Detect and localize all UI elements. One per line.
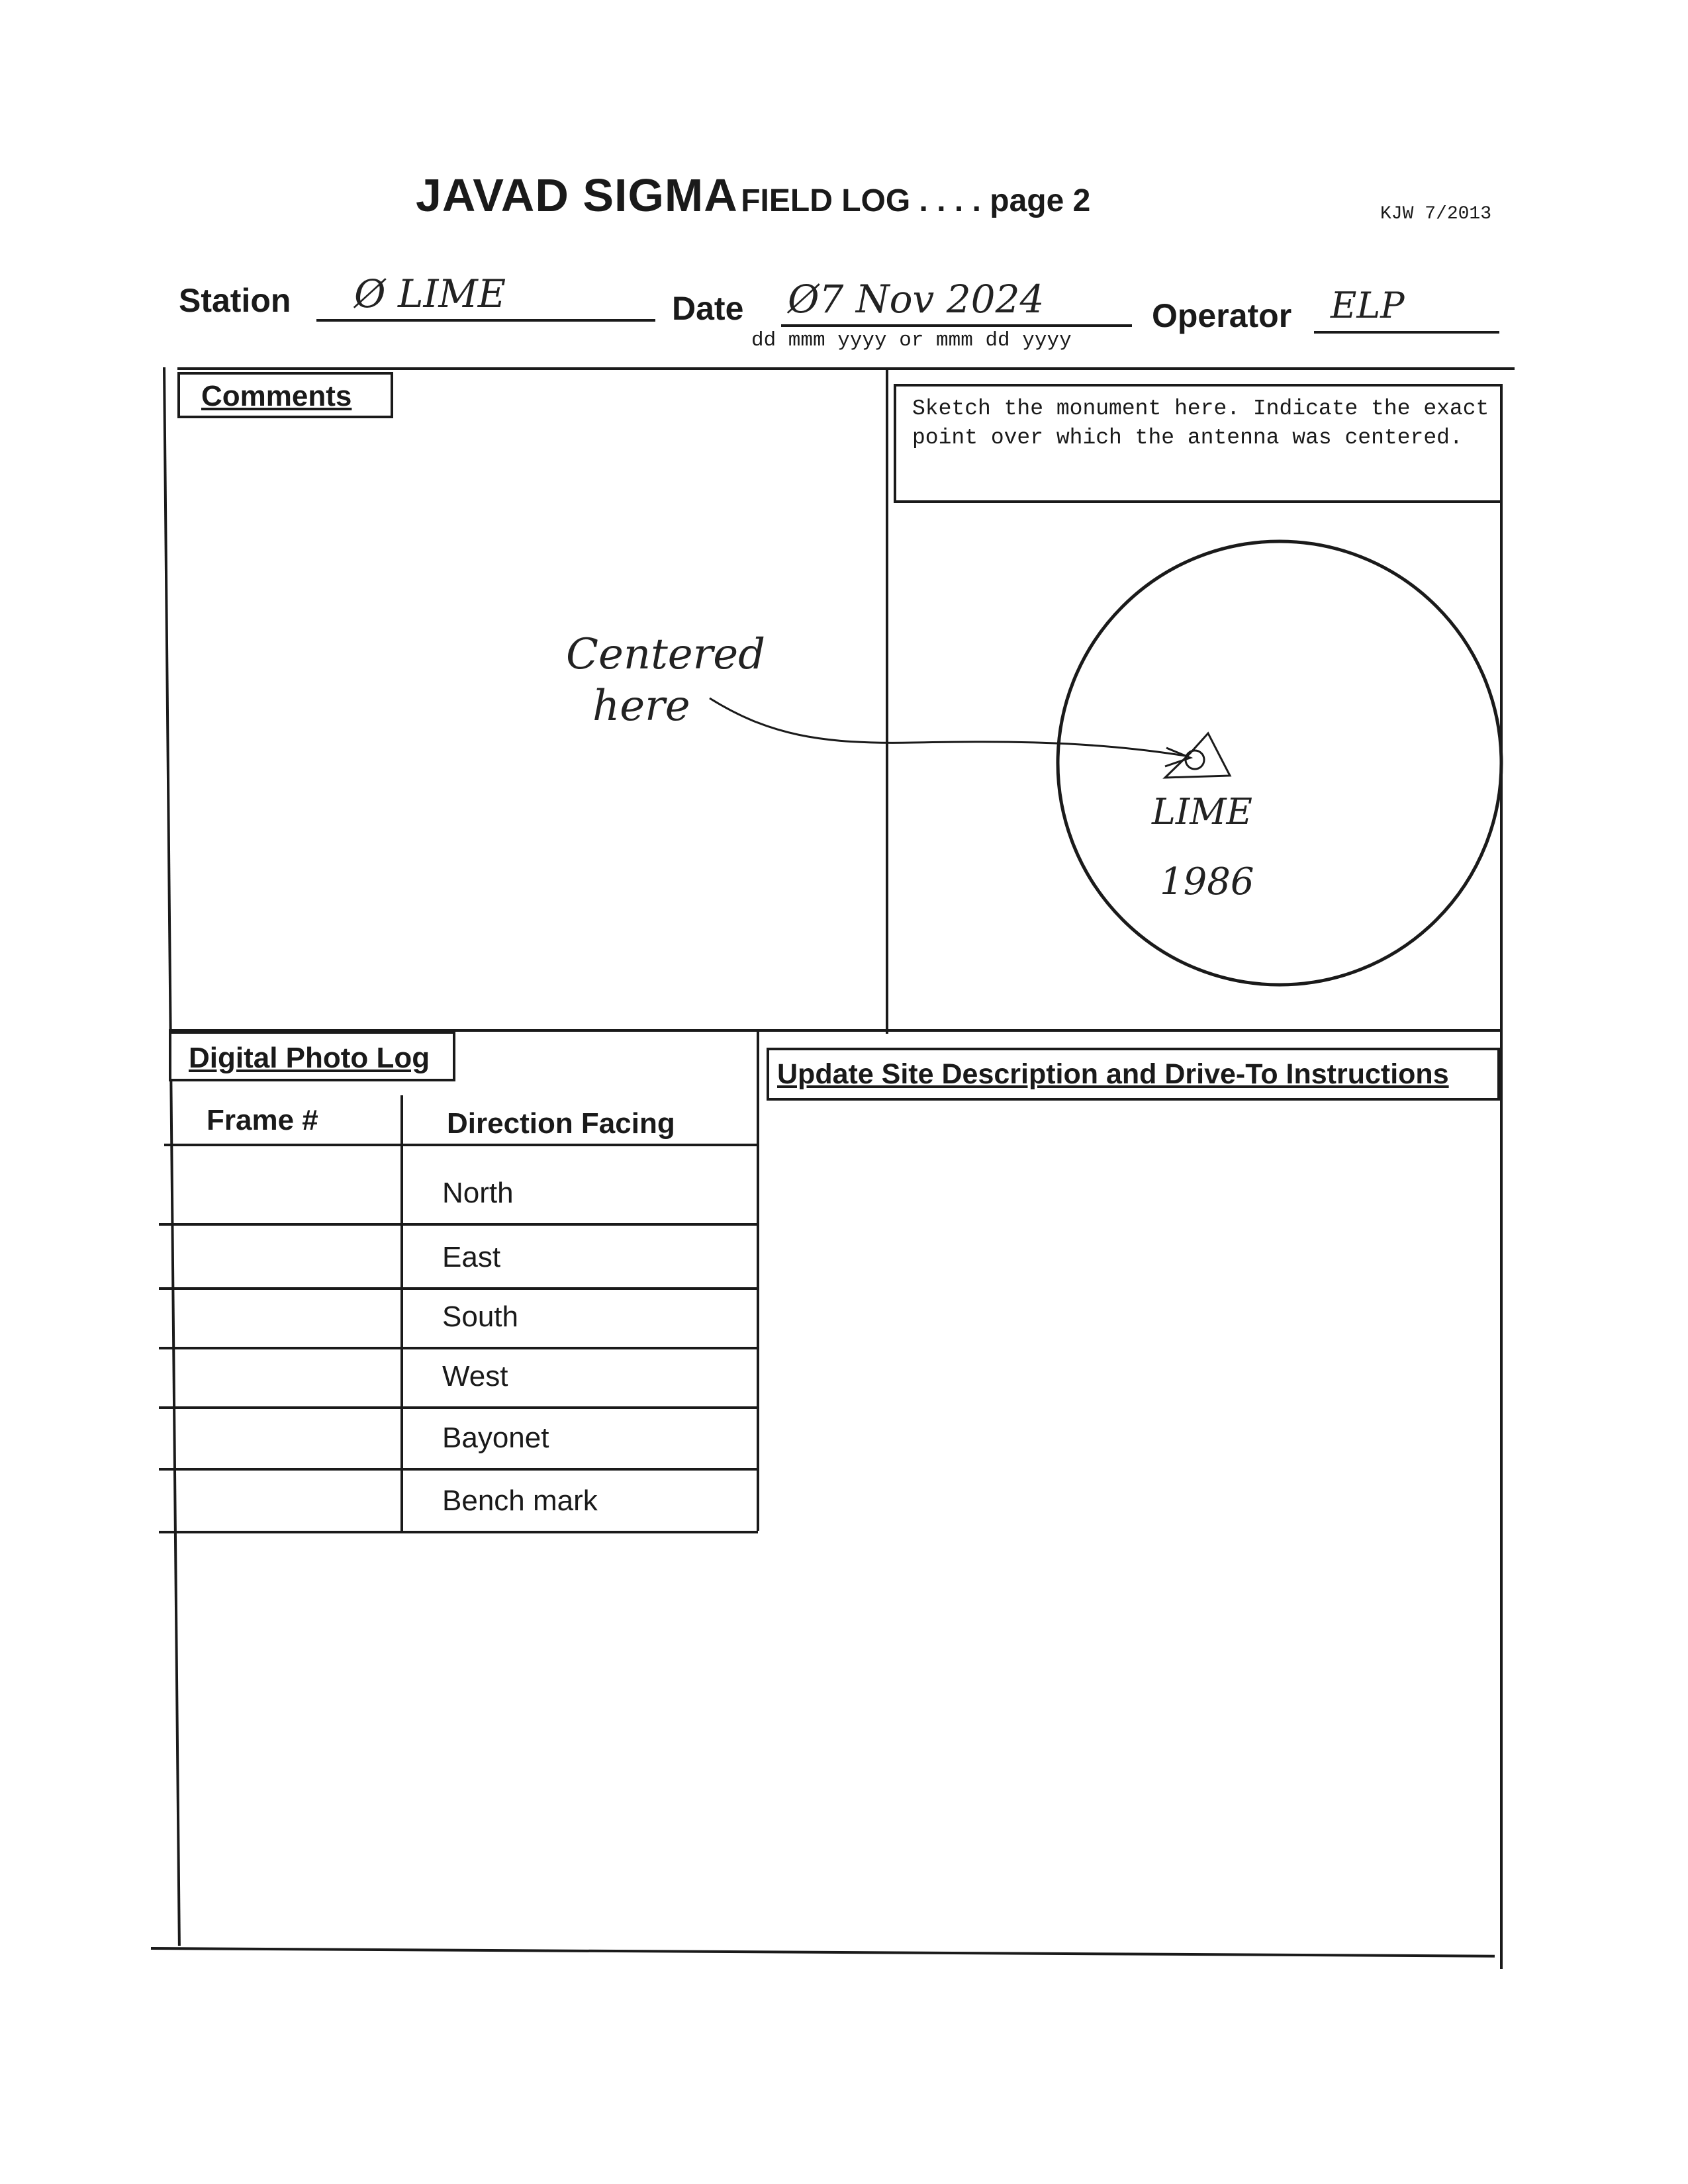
photo-log-col-direction: Direction Facing (447, 1107, 675, 1140)
photo-log-col-divider (400, 1095, 403, 1531)
date-format-hint: dd mmm yyyy or mmm dd yyyy (751, 329, 1072, 352)
monument-outline (1058, 541, 1501, 985)
photo-log-frame-cell[interactable] (173, 1359, 392, 1398)
operator-value: ELP (1331, 285, 1405, 326)
photo-log-direction-cell: East (442, 1241, 501, 1273)
operator-label: Operator (1152, 297, 1292, 334)
photo-log-row-line (159, 1468, 758, 1471)
photo-log-frame-cell[interactable] (173, 1480, 392, 1523)
photo-log-header-line (164, 1144, 759, 1146)
photo-log-frame-cell[interactable] (173, 1418, 392, 1460)
photo-log-direction-cell: Bench mark (442, 1484, 598, 1517)
photo-log-frame-cell[interactable] (173, 1235, 392, 1279)
photo-log-direction-cell: Bayonet (442, 1422, 549, 1454)
form-title-main: JAVAD SIGMA (416, 169, 738, 221)
photo-log-direction-cell: South (442, 1300, 518, 1333)
monument-center-mark (1186, 751, 1204, 769)
form-title-sub: FIELD LOG . . . . page 2 (741, 183, 1091, 218)
site-description-tab-label: Update Site Description and Drive-To Instructions (777, 1058, 1449, 1090)
photo-log-frame-cell[interactable] (173, 1299, 392, 1339)
photo-log-frame-cell[interactable] (173, 1156, 392, 1215)
photo-log-direction-cell: North (442, 1177, 514, 1209)
monument-triangle (1165, 733, 1230, 778)
photo-log-tab-label: Digital Photo Log (189, 1042, 430, 1074)
leader-arrow (710, 698, 1185, 756)
photo-log-col-frame: Frame # (207, 1104, 318, 1136)
photo-log-row-line (159, 1531, 758, 1533)
photo-log-row-line (159, 1287, 758, 1290)
station-label: Station (179, 282, 291, 319)
version-tag: KJW 7/2013 (1380, 204, 1492, 224)
monument-name: LIME (1152, 791, 1252, 833)
photo-log-row-line (159, 1347, 758, 1349)
date-value: Ø7 Nov 2024 (788, 277, 1045, 322)
sketch-instruction: Sketch the monument here. Indicate the exact point over which the antenna was centered. (912, 396, 1489, 450)
photo-log-row-line (159, 1406, 758, 1409)
date-label: Date (672, 290, 744, 327)
photo-log-tab (169, 1031, 455, 1081)
comments-tab-label: Comments (201, 380, 352, 412)
site-description-tab (767, 1048, 1500, 1101)
comments-note-line-2: here (592, 682, 690, 731)
monument-year: 1986 (1160, 860, 1254, 903)
comments-note-line-1: Centered (566, 630, 766, 679)
station-value: Ø LIME (354, 271, 506, 316)
photo-log-row-line (159, 1223, 758, 1226)
photo-log-right-border (757, 1031, 759, 1531)
photo-log-direction-cell: West (442, 1360, 508, 1392)
